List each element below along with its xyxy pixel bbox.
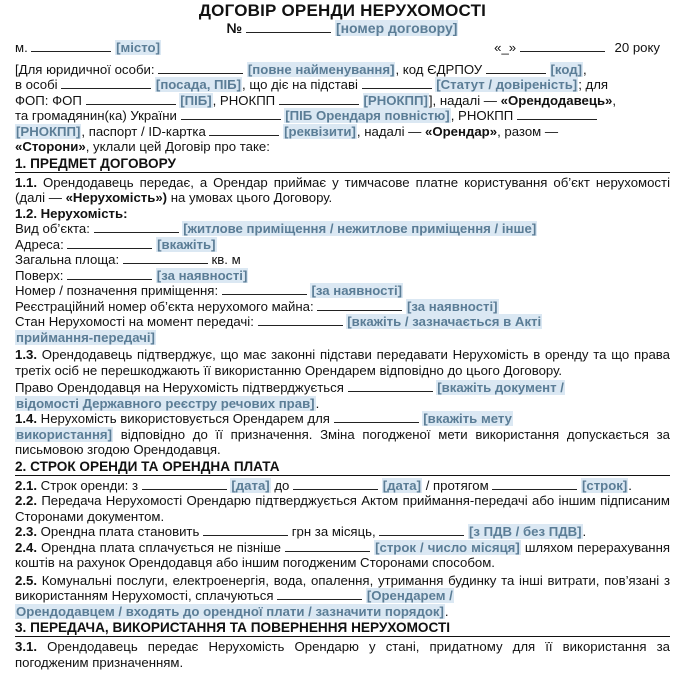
section-1-heading: 1. ПРЕДМЕТ ДОГОВОРУ (15, 156, 670, 173)
contract-number-line (15, 20, 670, 36)
ownership-blank[interactable] (348, 380, 433, 392)
parties-text: ], надалі — (428, 92, 497, 108)
clause-text: Комунальні послуги, електроенергія, вода, опалення, утримання будинку та інші витрати, пов’язані з використанням Нерухомості, сплачуються (15, 572, 671, 603)
legal-name-placeholder[interactable]: [повне найменування] (247, 61, 395, 77)
clause-text: Орендодавець підтверджує, що має законні підстави передавати Нерухомість в оренду та що права третіх осіб не перешкоджають її використанню Орендарем відповідно до цього Договору. (15, 347, 670, 378)
basis-placeholder[interactable]: [Статут / довіреність] (436, 77, 578, 92)
end-date-blank[interactable] (293, 478, 378, 490)
date-quote: «_» (494, 40, 517, 55)
registration-row (15, 299, 670, 315)
clause-number: 1.1. (15, 174, 37, 190)
start-date-placeholder[interactable]: [дата] (231, 477, 270, 493)
purpose-placeholder-cont[interactable]: використання] (16, 426, 113, 442)
room-placeholder[interactable]: [за наявності] (311, 283, 403, 298)
fop-rnokpp-placeholder[interactable]: [РНОКПП] (363, 92, 428, 108)
property-term: «Нерухомість») (65, 190, 168, 205)
payment-term-placeholder[interactable]: [строк / число місяця] (375, 539, 520, 555)
clause-3-1 (15, 639, 670, 670)
field-label: Поверх: (15, 267, 64, 283)
area-blank[interactable] (123, 252, 208, 264)
parties-text: , РНОКПП (212, 92, 276, 108)
clause-number: 2.1. (15, 477, 37, 493)
date-blank[interactable] (520, 40, 605, 52)
edrpou-blank[interactable] (486, 62, 546, 74)
basis-blank[interactable] (362, 77, 432, 89)
clause-text: Орендодавець передає Нерухомість Орендарю у стані, придатному для її використання за погодженим призначенням. (15, 639, 670, 670)
clause-1-4 (15, 411, 670, 458)
clause-text: . (444, 603, 449, 619)
section-2-heading: 2. СТРОК ОРЕНДИ ТА ОРЕНДНА ПЛАТА (15, 459, 670, 476)
tenant-role: «Орендар» (425, 123, 498, 139)
field-label: Загальна площа: (15, 252, 120, 267)
clause-number: 3.1. (15, 639, 37, 654)
state-placeholder[interactable]: [вкажіть / зазначається в Акті (347, 314, 542, 329)
registration-placeholder[interactable]: [за наявності] (406, 298, 498, 314)
field-label: Стан Нерухомості на момент передачі: (15, 314, 254, 329)
parties-text: , (612, 92, 617, 108)
field-label: Адреса: (15, 236, 64, 252)
area-unit: кв. м (211, 252, 241, 267)
year-label: 20 року (614, 40, 660, 55)
parties-text: ; для (578, 77, 609, 92)
edrpou-placeholder[interactable]: [код] (550, 61, 582, 77)
field-label: Реєстраційний номер об’єкта нерухомого майна: (15, 298, 314, 314)
address-blank[interactable] (67, 237, 152, 249)
tenant-name-blank[interactable] (181, 108, 281, 120)
state-blank[interactable] (258, 314, 343, 326)
parties-text: та громадянин(ка) України (15, 108, 177, 123)
clause-text: . (582, 524, 587, 539)
parties-text: , що діє на підставі (242, 77, 358, 92)
ownership-row (15, 380, 670, 411)
ownership-placeholder[interactable]: [вкажіть документ / (437, 380, 564, 395)
clause-text: Орендна плата сплачується не пізніше (41, 539, 281, 555)
city-prefix: м. (15, 40, 28, 55)
clause-text: Орендна плата становить (40, 524, 200, 539)
clause-1-2-heading: 1.2. Нерухомість: (15, 205, 128, 221)
room-blank[interactable] (222, 283, 307, 295)
clause-text: Передача Нерухомості Орендарю підтверджується Актом приймання-передачі або іншим підписаним Сторонами документом. (15, 493, 670, 524)
end-date-placeholder[interactable]: [дата] (382, 477, 422, 493)
position-blank[interactable] (61, 77, 151, 89)
purpose-blank[interactable] (334, 411, 419, 423)
term-blank[interactable] (492, 478, 577, 490)
address-row (15, 237, 670, 253)
clause-text: . (315, 395, 320, 411)
parties-paragraph (15, 62, 670, 155)
clause-number: 2.4. (15, 539, 37, 555)
clause-2-1 (15, 478, 670, 494)
clause-number: 2.5. (15, 572, 37, 588)
address-placeholder[interactable]: [вкажіть] (157, 236, 216, 252)
clause-text: відповідно до її призначення. Зміна погодженої мети використання допускається за письмовою згодою Орендодавця. (15, 426, 670, 457)
clause-text: Строк оренди: з (40, 477, 139, 493)
fop-rnokpp-blank[interactable] (279, 93, 359, 105)
landlord-role: «Орендодавець» (500, 92, 613, 108)
term-placeholder[interactable]: [строк] (581, 477, 628, 493)
floor-blank[interactable] (67, 268, 152, 280)
area-row (15, 252, 670, 268)
contract-title: ДОГОВІР ОРЕНДИ НЕРУХОМОСТІ (198, 1, 487, 20)
clause-1-1 (15, 175, 670, 206)
city-block (15, 40, 161, 56)
clause-text: на умовах цього Договору. (170, 190, 333, 205)
clause-text: Орендодавець передає, а Орендар приймає у тимчасове платне користування об’єкт нерухомості (далі — (15, 174, 670, 205)
state-placeholder-cont[interactable]: приймання-передачі] (16, 329, 155, 345)
floor-row (15, 268, 670, 284)
parties-text: , код ЄДРПОУ (395, 61, 483, 77)
clause-text: . (628, 477, 632, 493)
ownership-placeholder-cont[interactable]: відомості Державного реєстру речових прав] (16, 395, 315, 411)
passport-placeholder[interactable]: [реквізити] (284, 123, 356, 139)
number-label: № (226, 20, 243, 36)
state-row (15, 314, 670, 345)
parties-role: «Сторони» (15, 139, 86, 154)
purpose-placeholder[interactable]: [вкажіть мету (423, 411, 512, 426)
utilities-placeholder[interactable]: [Орендарем / (366, 588, 453, 603)
clause-number: 1.4. (15, 411, 37, 426)
section-3-heading: 3. ПЕРЕДАЧА, ВИКОРИСТАННЯ ТА ПОВЕРНЕННЯ НЕРУХОМОСТІ (15, 620, 670, 637)
field-label: Номер / позначення приміщення: (15, 283, 219, 298)
object-type-row (15, 221, 670, 237)
parties-text: , уклали цей Договір про таке: (85, 139, 270, 154)
city-placeholder[interactable]: [місто] (116, 40, 160, 55)
clause-number: 2.3. (15, 524, 37, 539)
city-blank[interactable] (31, 40, 111, 52)
payment-term-blank[interactable] (285, 540, 370, 552)
parties-text: , разом — (497, 123, 559, 139)
clause-text: шляхом перерахування коштів на рахунок Орендодавця або іншим погодженим Сторонами способом. (15, 539, 671, 570)
fop-placeholder[interactable]: [ПІБ] (180, 92, 212, 108)
registration-blank[interactable] (317, 299, 402, 311)
room-row (15, 283, 670, 299)
legal-name-blank[interactable] (158, 62, 243, 74)
clause-text: до (274, 477, 290, 493)
fop-blank[interactable] (86, 93, 176, 105)
tenant-rnokpp-placeholder[interactable]: [РНОКПП] (16, 123, 81, 139)
parties-text: в особі (15, 77, 58, 92)
tenant-rnokpp-blank[interactable] (517, 108, 597, 120)
parties-text: , надалі — (356, 123, 422, 139)
position-placeholder[interactable]: [посада, ПІБ] (155, 77, 242, 92)
vat-placeholder[interactable]: [з ПДВ / без ПДВ] (469, 524, 582, 539)
clause-2-4 (15, 540, 670, 571)
start-date-blank[interactable] (142, 478, 227, 490)
clause-text: Нерухомість використовується Орендарем для (40, 411, 330, 426)
date-block (494, 40, 660, 56)
object-type-placeholder[interactable]: [житлове приміщення / нежитлове приміщення / інше] (183, 221, 537, 236)
place-date-row (15, 40, 670, 56)
parties-text: ФОП: ФОП (15, 92, 82, 108)
utilities-blank[interactable] (277, 588, 362, 600)
number-blank[interactable] (246, 21, 331, 33)
floor-placeholder[interactable]: [за наявності] (156, 267, 248, 283)
clause-number: 2.2. (15, 493, 37, 508)
number-placeholder[interactable]: [номер договору] (335, 20, 458, 36)
vat-blank[interactable] (379, 524, 464, 536)
clause-2-5 (15, 573, 670, 620)
clause-1-3 (15, 347, 670, 378)
clause-text: Право Орендодавця на Нерухомість підтверджується (15, 380, 344, 395)
passport-blank[interactable] (209, 124, 279, 136)
object-type-blank[interactable] (94, 221, 179, 233)
clause-2-3 (15, 524, 670, 540)
parties-text: , паспорт / ID-картка (81, 123, 206, 139)
parties-text: [Для юридичної особи: (15, 61, 155, 77)
parties-text: , РНОКПП (450, 108, 514, 123)
clause-2-2 (15, 493, 670, 524)
field-label: Вид об’єкта: (15, 221, 90, 236)
clause-text: грн за місяць, (291, 524, 376, 539)
rent-amount-blank[interactable] (203, 524, 288, 536)
parties-text: , (582, 61, 587, 77)
clause-number: 1.3. (15, 347, 37, 362)
utilities-placeholder-cont[interactable]: Орендодавцем / входять до орендної плати / зазначити порядок] (16, 603, 444, 619)
clause-text: / протягом (425, 477, 489, 493)
tenant-name-placeholder[interactable]: [ПІБ Орендаря повністю] (285, 108, 450, 123)
